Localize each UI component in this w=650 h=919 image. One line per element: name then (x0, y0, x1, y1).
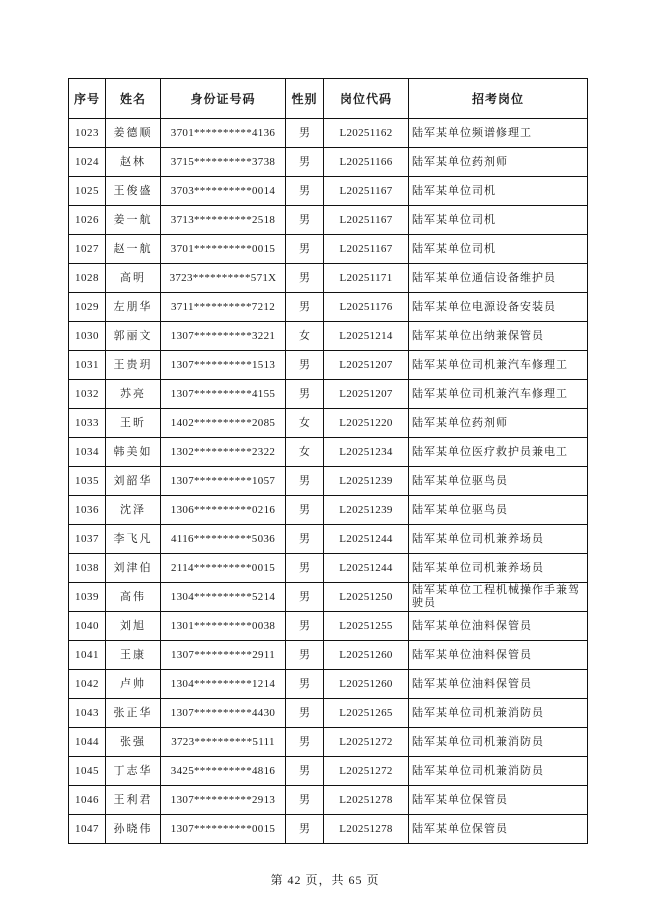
id-number-cell: 3713**********2518 (161, 206, 286, 235)
column-header: 岗位代码 (324, 79, 409, 119)
name-cell: 张正华 (106, 699, 161, 728)
gender-cell: 女 (286, 322, 324, 351)
position-cell: 陆军某单位司机 (409, 206, 588, 235)
name-cell: 张强 (106, 728, 161, 757)
gender-cell: 男 (286, 119, 324, 148)
id-number-cell: 1302**********2322 (161, 438, 286, 467)
id-number-cell: 3425**********4816 (161, 757, 286, 786)
table-row (69, 293, 588, 322)
page-number-footer: 第 42 页，共 65 页 (270, 873, 380, 887)
job-code-cell: L20251167 (324, 206, 409, 235)
job-code-cell: L20251214 (324, 322, 409, 351)
position-cell: 陆军某单位保管员 (409, 786, 588, 815)
job-code-cell: L20251162 (324, 119, 409, 148)
id-number-cell: 3715**********3738 (161, 148, 286, 177)
name-cell: 韩美如 (106, 438, 161, 467)
gender-cell: 男 (286, 786, 324, 815)
job-code-cell: L20251167 (324, 235, 409, 264)
serial-cell: 1038 (69, 554, 106, 583)
table-row (69, 496, 588, 525)
serial-cell: 1045 (69, 757, 106, 786)
id-number-cell: 3701**********4136 (161, 119, 286, 148)
table-row (69, 264, 588, 293)
position-cell: 陆军某单位通信设备维护员 (409, 264, 588, 293)
table-body (69, 119, 588, 844)
job-code-cell: L20251255 (324, 612, 409, 641)
job-code-cell: L20251260 (324, 670, 409, 699)
position-cell: 陆军某单位司机兼消防员 (409, 728, 588, 757)
gender-cell: 男 (286, 264, 324, 293)
id-number-cell: 2114**********0015 (161, 554, 286, 583)
table-row (69, 380, 588, 409)
name-cell: 王俊盛 (106, 177, 161, 206)
table-row (69, 148, 588, 177)
id-number-cell: 1307**********2911 (161, 641, 286, 670)
gender-cell: 男 (286, 757, 324, 786)
position-cell: 陆军某单位医疗救护员兼电工 (409, 438, 588, 467)
job-code-cell: L20251176 (324, 293, 409, 322)
position-cell: 陆军某单位保管员 (409, 815, 588, 844)
table-row (69, 583, 588, 612)
table-row (69, 757, 588, 786)
job-code-cell: L20251278 (324, 815, 409, 844)
table-row (69, 699, 588, 728)
position-cell: 陆军某单位司机兼养场员 (409, 525, 588, 554)
gender-cell: 男 (286, 612, 324, 641)
job-code-cell: L20251167 (324, 177, 409, 206)
position-cell: 陆军某单位工程机械操作手兼驾驶员 (409, 583, 588, 612)
gender-cell: 男 (286, 554, 324, 583)
name-cell: 苏亮 (106, 380, 161, 409)
table-row (69, 119, 588, 148)
id-number-cell: 1307**********0015 (161, 815, 286, 844)
table-row (69, 612, 588, 641)
id-number-cell: 3723**********571X (161, 264, 286, 293)
gender-cell: 男 (286, 583, 324, 612)
job-code-cell: L20251207 (324, 351, 409, 380)
job-code-cell: L20251260 (324, 641, 409, 670)
name-cell: 卢帅 (106, 670, 161, 699)
table-row (69, 235, 588, 264)
gender-cell: 男 (286, 148, 324, 177)
id-number-cell: 3723**********5111 (161, 728, 286, 757)
position-cell: 陆军某单位司机兼消防员 (409, 699, 588, 728)
position-cell: 陆军某单位司机 (409, 235, 588, 264)
gender-cell: 女 (286, 438, 324, 467)
recruitment-roster-table (68, 78, 588, 844)
id-number-cell: 1304**********1214 (161, 670, 286, 699)
column-header: 性别 (286, 79, 324, 119)
position-cell: 陆军某单位司机 (409, 177, 588, 206)
position-cell: 陆军某单位油料保管员 (409, 670, 588, 699)
gender-cell: 男 (286, 525, 324, 554)
id-number-cell: 1307**********2913 (161, 786, 286, 815)
id-number-cell: 3701**********0015 (161, 235, 286, 264)
name-cell: 左朋华 (106, 293, 161, 322)
gender-cell: 女 (286, 409, 324, 438)
position-cell: 陆军某单位药剂师 (409, 148, 588, 177)
serial-cell: 1047 (69, 815, 106, 844)
serial-cell: 1040 (69, 612, 106, 641)
name-cell: 高伟 (106, 583, 161, 612)
serial-cell: 1035 (69, 467, 106, 496)
gender-cell: 男 (286, 293, 324, 322)
position-cell: 陆军某单位司机兼汽车修理工 (409, 351, 588, 380)
job-code-cell: L20251166 (324, 148, 409, 177)
table-row (69, 409, 588, 438)
position-cell: 陆军某单位频谱修理工 (409, 119, 588, 148)
table-row (69, 728, 588, 757)
id-number-cell: 4116**********5036 (161, 525, 286, 554)
serial-cell: 1026 (69, 206, 106, 235)
serial-cell: 1031 (69, 351, 106, 380)
job-code-cell: L20251239 (324, 496, 409, 525)
serial-cell: 1044 (69, 728, 106, 757)
name-cell: 姜德顺 (106, 119, 161, 148)
position-cell: 陆军某单位药剂师 (409, 409, 588, 438)
name-cell: 刘韶华 (106, 467, 161, 496)
job-code-cell: L20251265 (324, 699, 409, 728)
id-number-cell: 1306**********0216 (161, 496, 286, 525)
name-cell: 王昕 (106, 409, 161, 438)
table-row (69, 351, 588, 380)
table-row (69, 177, 588, 206)
name-cell: 王利君 (106, 786, 161, 815)
table-row (69, 206, 588, 235)
serial-cell: 1043 (69, 699, 106, 728)
position-cell: 陆军某单位司机兼汽车修理工 (409, 380, 588, 409)
serial-cell: 1041 (69, 641, 106, 670)
name-cell: 李飞凡 (106, 525, 161, 554)
table-row (69, 641, 588, 670)
table-row (69, 467, 588, 496)
name-cell: 王贵玥 (106, 351, 161, 380)
serial-cell: 1025 (69, 177, 106, 206)
name-cell: 沈泽 (106, 496, 161, 525)
position-cell: 陆军某单位司机兼消防员 (409, 757, 588, 786)
gender-cell: 男 (286, 467, 324, 496)
column-header: 招考岗位 (409, 79, 588, 119)
name-cell: 刘旭 (106, 612, 161, 641)
table-row (69, 322, 588, 351)
id-number-cell: 1307**********3221 (161, 322, 286, 351)
table-row (69, 525, 588, 554)
gender-cell: 男 (286, 699, 324, 728)
job-code-cell: L20251250 (324, 583, 409, 612)
column-header: 姓名 (106, 79, 161, 119)
job-code-cell: L20251272 (324, 757, 409, 786)
table-row (69, 670, 588, 699)
job-code-cell: L20251239 (324, 467, 409, 496)
gender-cell: 男 (286, 206, 324, 235)
serial-cell: 1046 (69, 786, 106, 815)
position-cell: 陆军某单位油料保管员 (409, 641, 588, 670)
name-cell: 刘津伯 (106, 554, 161, 583)
job-code-cell: L20251272 (324, 728, 409, 757)
job-code-cell: L20251220 (324, 409, 409, 438)
serial-cell: 1023 (69, 119, 106, 148)
name-cell: 姜一航 (106, 206, 161, 235)
position-cell: 陆军某单位驱鸟员 (409, 496, 588, 525)
table-header (69, 79, 588, 119)
serial-cell: 1032 (69, 380, 106, 409)
serial-cell: 1033 (69, 409, 106, 438)
name-cell: 王康 (106, 641, 161, 670)
gender-cell: 男 (286, 670, 324, 699)
gender-cell: 男 (286, 641, 324, 670)
name-cell: 丁志华 (106, 757, 161, 786)
position-cell: 陆军某单位驱鸟员 (409, 467, 588, 496)
serial-cell: 1030 (69, 322, 106, 351)
serial-cell: 1024 (69, 148, 106, 177)
job-code-cell: L20251234 (324, 438, 409, 467)
serial-cell: 1027 (69, 235, 106, 264)
job-code-cell: L20251244 (324, 525, 409, 554)
table-row (69, 554, 588, 583)
id-number-cell: 1307**********1513 (161, 351, 286, 380)
column-header: 身份证号码 (161, 79, 286, 119)
serial-cell: 1034 (69, 438, 106, 467)
gender-cell: 男 (286, 496, 324, 525)
serial-cell: 1042 (69, 670, 106, 699)
serial-cell: 1029 (69, 293, 106, 322)
gender-cell: 男 (286, 728, 324, 757)
column-header: 序号 (69, 79, 106, 119)
gender-cell: 男 (286, 815, 324, 844)
gender-cell: 男 (286, 351, 324, 380)
gender-cell: 男 (286, 177, 324, 206)
name-cell: 赵一航 (106, 235, 161, 264)
id-number-cell: 1307**********4430 (161, 699, 286, 728)
id-number-cell: 1402**********2085 (161, 409, 286, 438)
serial-cell: 1037 (69, 525, 106, 554)
table-row (69, 815, 588, 844)
id-number-cell: 1301**********0038 (161, 612, 286, 641)
name-cell: 赵林 (106, 148, 161, 177)
position-cell: 陆军某单位油料保管员 (409, 612, 588, 641)
position-cell: 陆军某单位出纳兼保管员 (409, 322, 588, 351)
job-code-cell: L20251278 (324, 786, 409, 815)
gender-cell: 男 (286, 380, 324, 409)
id-number-cell: 3711**********7212 (161, 293, 286, 322)
header-row (69, 79, 588, 119)
id-number-cell: 3703**********0014 (161, 177, 286, 206)
table-row (69, 438, 588, 467)
job-code-cell: L20251171 (324, 264, 409, 293)
gender-cell: 男 (286, 235, 324, 264)
job-code-cell: L20251207 (324, 380, 409, 409)
position-cell: 陆军某单位电源设备安装员 (409, 293, 588, 322)
id-number-cell: 1307**********1057 (161, 467, 286, 496)
id-number-cell: 1307**********4155 (161, 380, 286, 409)
name-cell: 郭丽文 (106, 322, 161, 351)
job-code-cell: L20251244 (324, 554, 409, 583)
name-cell: 孙晓伟 (106, 815, 161, 844)
position-cell: 陆军某单位司机兼养场员 (409, 554, 588, 583)
name-cell: 高明 (106, 264, 161, 293)
serial-cell: 1039 (69, 583, 106, 612)
id-number-cell: 1304**********5214 (161, 583, 286, 612)
serial-cell: 1036 (69, 496, 106, 525)
table-row (69, 786, 588, 815)
serial-cell: 1028 (69, 264, 106, 293)
